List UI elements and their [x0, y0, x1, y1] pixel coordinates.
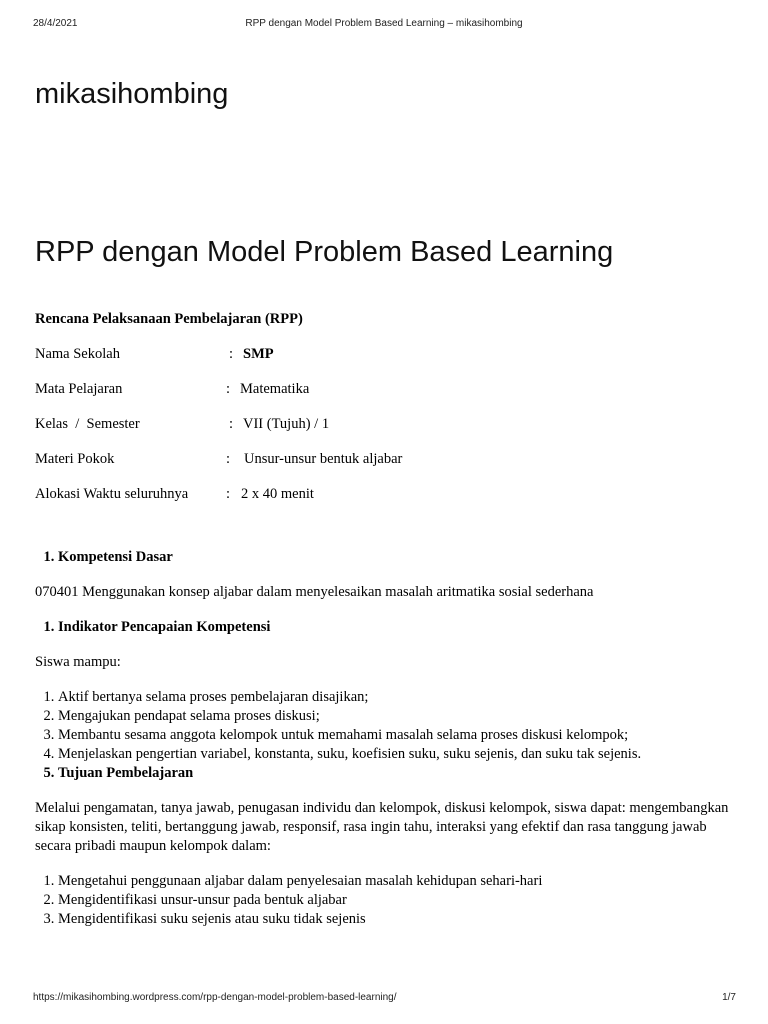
list-item: 4. Menjelaskan pengertian variabel, konstanta, suku, koefisien suku, suku sejenis, dan suku tak sejenis. — [58, 745, 735, 764]
info-value: SMP — [243, 346, 274, 362]
tujuan-list — [35, 872, 735, 929]
info-row-kelas-semester — [35, 415, 735, 434]
list-item: 2. Mengajukan pendapat selama proses diskusi; — [58, 707, 735, 726]
tujuan-paragraph: Melalui pengamatan, tanya jawab, penugasan individu dan kelompok, diskusi kelompok, siswa dapat: mengembangkan sikap konsisten, teliti, bertanggung jawab, responsif, rasa ingin tahu, interaksi yang efektif dan rasa tanggung jawab secara pribadi maupun kelompok dalam: — [35, 800, 729, 854]
info-value: Unsur-unsur bentuk aljabar — [244, 451, 403, 467]
info-value: Matematika — [240, 381, 310, 397]
info-separator: : — [229, 346, 234, 362]
site-title[interactable]: mikasihombing — [35, 78, 229, 110]
info-row-mata-pelajaran — [35, 380, 735, 399]
section-indikator-list — [35, 618, 735, 637]
info-label: Nama Sekolah — [35, 346, 120, 362]
kompetensi-dasar-text: 070401 Menggunakan konsep aljabar dalam menyelesaikan masalah aritmatika sosial sederhana — [35, 584, 594, 600]
list-item: 3. Membantu sesama anggota kelompok untuk memahami masalah selama proses diskusi kelompok; — [58, 726, 735, 745]
info-separator: : — [226, 486, 231, 502]
info-separator: : — [226, 381, 231, 397]
info-row-nama-sekolah — [35, 345, 735, 364]
print-date: 28/4/2021 — [33, 18, 78, 29]
list-item: 3. Mengidentifikasi suku sejenis atau suku tidak sejenis — [58, 910, 735, 929]
info-label: Mata Pelajaran — [35, 381, 123, 397]
post-content — [35, 310, 735, 929]
print-header — [0, 18, 768, 32]
section-heading-tujuan: 5. Tujuan Pembelajaran — [58, 764, 735, 783]
section-heading-kompetensi-dasar: 1. Kompetensi Dasar — [58, 548, 735, 567]
info-label: Materi Pokok — [35, 451, 115, 467]
info-value: 2 x 40 menit — [241, 486, 314, 502]
indikator-list — [35, 688, 735, 783]
page-url[interactable]: https://mikasihombing.wordpress.com/rpp-dengan-model-problem-based-learning/ — [33, 992, 397, 1003]
page-number: 1/7 — [722, 992, 736, 1003]
list-item: 1. Aktif bertanya selama proses pembelajaran disajikan; — [58, 688, 735, 707]
info-label: Alokasi Waktu seluruhnya — [35, 486, 189, 502]
info-row-materi-pokok — [35, 450, 735, 469]
print-document-title: RPP dengan Model Problem Based Learning – mikasihombing — [245, 18, 523, 29]
post-title: RPP dengan Model Problem Based Learning — [35, 236, 614, 268]
info-label: Kelas / Semester — [35, 416, 140, 432]
section-heading-indikator: 1. Indikator Pencapaian Kompetensi — [58, 618, 735, 637]
indikator-intro: Siswa mampu: — [35, 654, 121, 670]
info-value: VII (Tujuh) / 1 — [243, 416, 330, 432]
info-separator: : — [226, 451, 231, 467]
print-footer — [0, 992, 768, 1006]
list-item: 2. Mengidentifikasi unsur-unsur pada bentuk aljabar — [58, 891, 735, 910]
info-separator: : — [229, 416, 234, 432]
list-item: 1. Mengetahui penggunaan aljabar dalam penyelesaian masalah kehidupan sehari-hari — [58, 872, 735, 891]
section-kompetensi-dasar-list — [35, 548, 735, 567]
info-row-alokasi-waktu — [35, 485, 735, 504]
rpp-heading: Rencana Pelaksanaan Pembelajaran (RPP) — [35, 311, 303, 327]
